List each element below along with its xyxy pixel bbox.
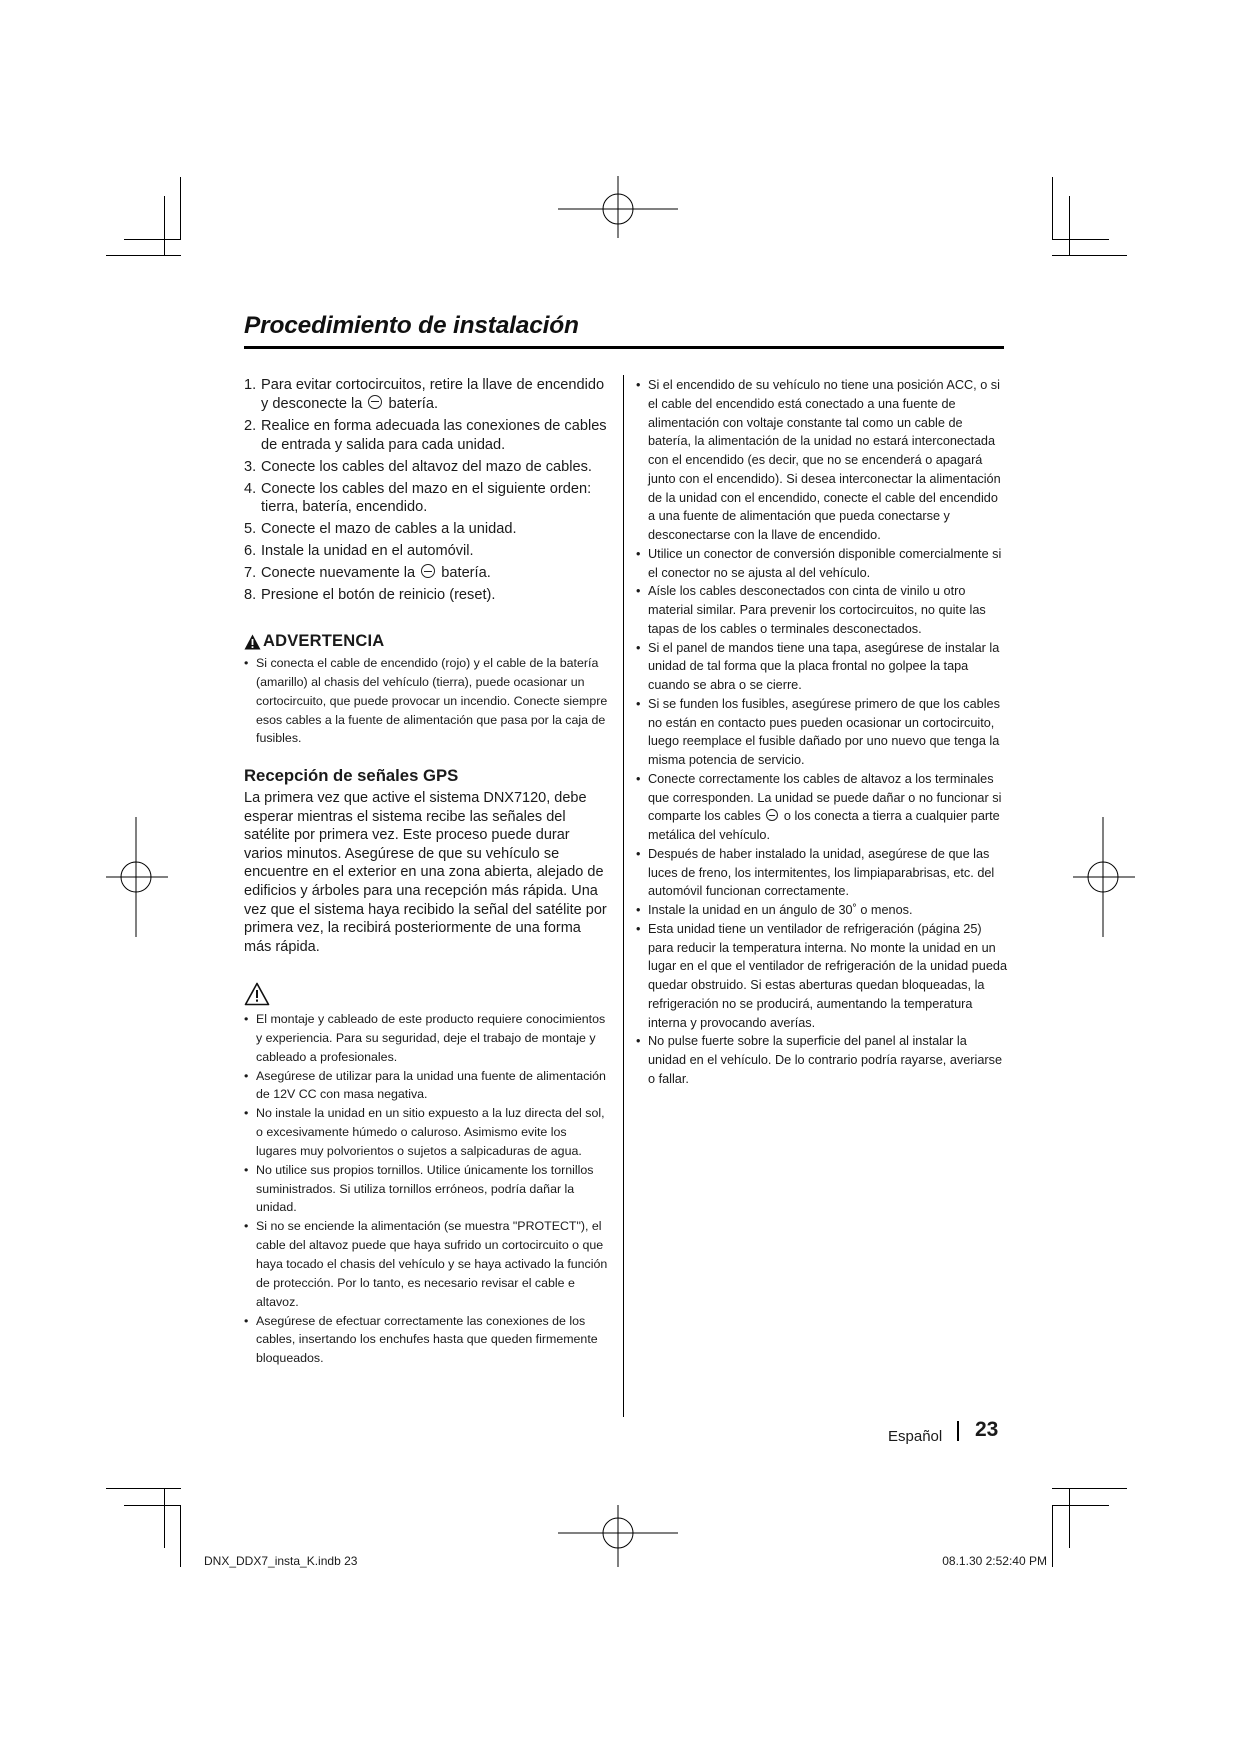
page-number: 23 <box>975 1418 999 1441</box>
note-item: • Si el panel de mandos tiene una tapa, asegúrese de instalar la unidad de tal forma que la placa frontal no golpee la tapa cuando se abra o se cierre. <box>636 639 1008 695</box>
caution-triangle-icon <box>244 982 270 1006</box>
footer-separator <box>957 1421 959 1441</box>
step-item: 1. Para evitar cortocircuitos, retire la llave de encendido y desconecte la batería. <box>244 377 605 412</box>
note-item: • Si el encendido de su vehículo no tiene una posición ACC, o si el cable del encendido está conectado a una fuente de alimentación con voltaje constante tal como un cable de batería, la alimentación de la unidad no estará interconectada con el encendido (es decir, que no se encenderá o apagará junto con el encendido). Si desea interconectar la alimentación de la unidad con el encendido, conecte el cable del encendido a una fuente de alimentación que pueda conectarse y desconectarse con la llave de encendido. <box>636 376 1008 545</box>
step-item: 3. Conecte los cables del altavoz del mazo de cables. <box>244 458 592 475</box>
registration-mark-right <box>1073 817 1135 937</box>
installation-steps <box>244 376 610 608</box>
column-divider <box>623 375 624 1417</box>
negative-terminal-icon <box>421 564 435 578</box>
step-item: 5. Conecte el mazo de cables a la unidad. <box>244 521 517 538</box>
note-item: • Después de haber instalado la unidad, asegúrese de que las luces de freno, los intermitentes, los limpiaparabrisas, etc. del automóvil funcionan correctamente. <box>636 845 1008 901</box>
title-underline <box>244 346 1004 349</box>
warning-item: • Si conecta el cable de encendido (rojo) y el cable de la batería (amarillo) al chasis del vehículo (tierra), puede ocasionar un cortocircuito, que puede provocar un incendio. Conecte siempre esos cables a la fuente de alimentación que pasa por la caja de fusibles. <box>244 654 610 748</box>
registration-mark-top <box>558 176 678 238</box>
step-item: 6. Instale la unidad en el automóvil. <box>244 543 474 560</box>
caution-list <box>244 1010 610 1368</box>
slug-filename: DNX_DDX7_insta_K.indb 23 <box>204 1554 358 1568</box>
footer-language: Español <box>888 1428 943 1445</box>
note-item: • No pulse fuerte sobre la superficie del panel al instalar la unidad en el vehículo. De lo contrario podría rayarse, averiarse o fallar. <box>636 1032 1008 1088</box>
page-title: Procedimiento de instalación <box>244 312 579 339</box>
step-item: 2. Realice en forma adecuada las conexiones de cables de entrada y salida para cada unidad. <box>244 417 607 453</box>
caution-item: • Asegúrese de utilizar para la unidad una fuente de alimentación de 12V CC con masa negativa. <box>244 1067 610 1105</box>
negative-terminal-icon <box>766 809 778 821</box>
registration-mark-left <box>106 817 168 937</box>
warning-heading: ADVERTENCIA <box>244 632 384 651</box>
note-item: • Utilice un conector de conversión disponible comercialmente si el conector no se ajusta al del vehículo. <box>636 545 1008 583</box>
right-notes-list <box>636 376 1008 1089</box>
caution-item: • Si no se enciende la alimentación (se muestra "PROTECT"), el cable del altavoz puede que haya sufrido un cortocircuito o que haya tocado el chasis del vehículo y se haya activado la función de protección. Por lo tanto, es necesario revisar el cable e altavoz. <box>244 1217 610 1311</box>
registration-mark-bottom <box>558 1505 678 1567</box>
note-item: • Aísle los cables desconectados con cinta de vinilo u otro material similar. Para prevenir los cortocircuitos, no quite las tapas de los cables o terminales desconectados. <box>636 582 1008 638</box>
note-item: • Instale la unidad en un ángulo de 30˚ o menos. <box>636 901 1008 920</box>
warning-triangle-icon <box>244 634 261 650</box>
note-item: • Esta unidad tiene un ventilador de refrigeración (página 25) para reducir la temperatura interna. No monte la unidad en un lugar en el que el ventilador de refrigeración de la unidad pueda quedar obstruido. Si estas aberturas quedan bloqueadas, la refrigeración no se producirá, aumentando la temperatura interna y provocando averías. <box>636 920 1008 1033</box>
slug-timestamp: 08.1.30 2:52:40 PM <box>942 1554 1047 1568</box>
caution-item: • El montaje y cableado de este producto requiere conocimientos y experiencia. Para su seguridad, deje el trabajo de montaje y cableado a profesionales. <box>244 1010 610 1067</box>
step-item: 4. Conecte los cables del mazo en el siguiente orden: tierra, batería, encendido. <box>244 480 592 516</box>
note-item: • Si se funden los fusibles, asegúrese primero de que los cables no están en contacto pues pueden ocasionar un cortocircuito, luego reemplace el fusible dañado por uno nuevo que tenga la misma potencia de servicio. <box>636 695 1008 770</box>
caution-item: • Asegúrese de efectuar correctamente las conexiones de los cables, insertando los enchufes hasta que queden firmemente bloqueados. <box>244 1312 610 1369</box>
warning-list <box>244 654 610 748</box>
gps-heading: Recepción de señales GPS <box>244 766 459 785</box>
caution-item: • No instale la unidad en un sitio expuesto a la luz directa del sol, o excesivamente húmedo o caluroso. Asimismo evite los lugares muy polvorientos o sujetos a salpicaduras de agua. <box>244 1104 610 1161</box>
step-item: 7. Conecte nuevamente la batería. <box>244 565 491 582</box>
negative-terminal-icon <box>368 395 382 409</box>
note-item: • Conecte correctamente los cables de altavoz a los terminales que corresponden. La unidad se puede dañar o no funcionar si comparte los cables o los conecta a tierra a cualquier parte metálica del vehículo. <box>636 770 1008 845</box>
step-item: 8. Presione el botón de reinicio (reset). <box>244 587 496 604</box>
gps-paragraph: La primera vez que active el sistema DNX7120, debe esperar mientras el sistema recibe las señales del satélite por primera vez. Este proceso puede durar varios minutos. Asegúrese de que su vehículo se encuentre en el exterior en una zona abierta, alejado de edificios y árboles para una recepción más rápida. Una vez que el sistema haya recibido la señal del satélite por primera vez, la recibirá posteriormente de una forma más rápida. <box>244 790 607 955</box>
caution-item: • No utilice sus propios tornillos. Utilice únicamente los tornillos suministrados. Si utiliza tornillos erróneos, podría dañar la unidad. <box>244 1161 610 1218</box>
